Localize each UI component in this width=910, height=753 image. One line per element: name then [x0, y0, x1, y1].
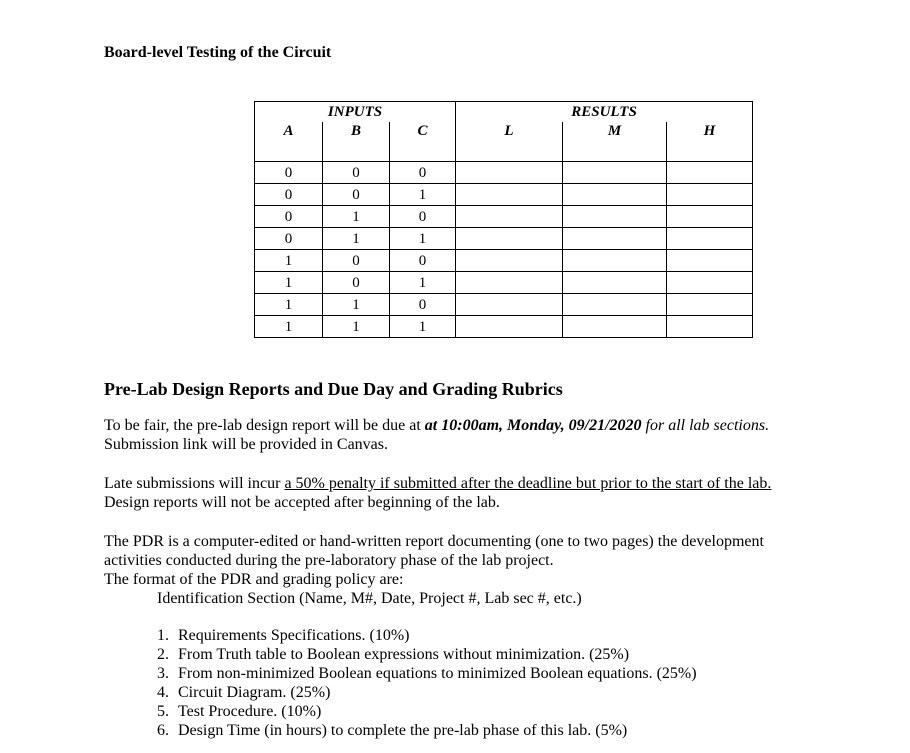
- late-penalty-text: a 50% penalty if submitted after the deadline but prior to the start of the lab.: [284, 475, 772, 492]
- column-header-row: [255, 122, 753, 162]
- pdr-description-paragraph: [104, 532, 804, 589]
- table-cell: 0: [390, 250, 456, 272]
- table-cell: 0: [255, 206, 323, 228]
- table-cell: [563, 184, 667, 206]
- list-item-number: 3.: [157, 665, 169, 682]
- truth-table: [254, 101, 753, 338]
- due-lead-text: To be fair, the pre-lab design report will be due at: [104, 417, 425, 434]
- table-cell: [456, 162, 563, 184]
- list-item: [157, 683, 697, 702]
- table-cell: 1: [390, 184, 456, 206]
- table-cell: [667, 184, 753, 206]
- column-header-c: C: [390, 122, 456, 162]
- table-cell: 1: [323, 228, 390, 250]
- list-item-number: 2.: [157, 646, 169, 663]
- table-cell: [563, 250, 667, 272]
- due-date-text: at 10:00am, Monday, 09/21/2020: [424, 417, 642, 434]
- table-cell: [667, 272, 753, 294]
- list-item-number: 6.: [157, 722, 169, 739]
- table-cell: 0: [323, 184, 390, 206]
- column-header-a: A: [255, 122, 323, 162]
- pdr-description-line-2: activities conducted during the pre-laboratory phase of the lab project.: [104, 552, 554, 569]
- list-item-text: Test Procedure. (10%): [178, 703, 322, 720]
- table-cell: [667, 206, 753, 228]
- list-item-text: From non-minimized Boolean equations to minimized Boolean equations. (25%): [178, 665, 697, 682]
- table-cell: 0: [390, 206, 456, 228]
- pdr-description-line-1: The PDR is a computer-edited or hand-written report documenting (one to two pages) the development: [104, 533, 764, 550]
- table-cell: 0: [390, 162, 456, 184]
- pdr-description-line-3: The format of the PDR and grading policy are:: [104, 571, 404, 588]
- table-cell: 1: [255, 316, 323, 338]
- table-cell: [667, 316, 753, 338]
- table-cell: [456, 184, 563, 206]
- list-item: [157, 702, 697, 721]
- grading-rubric-list: [157, 626, 697, 740]
- late-not-accepted-text: Design reports will not be accepted after beginning of the lab.: [104, 494, 500, 511]
- table-cell: 1: [390, 316, 456, 338]
- table-cell: [667, 228, 753, 250]
- table-cell: 1: [255, 294, 323, 316]
- table-row: [255, 206, 753, 228]
- results-group-header: RESULTS: [456, 102, 753, 123]
- list-item: [157, 645, 697, 664]
- due-date-paragraph: [104, 416, 804, 454]
- table-cell: 0: [255, 228, 323, 250]
- table-cell: 1: [255, 272, 323, 294]
- late-policy-paragraph: [104, 474, 804, 512]
- list-item-text: Requirements Specifications. (10%): [178, 627, 410, 644]
- table-cell: 0: [323, 162, 390, 184]
- late-lead-text: Late submissions will incur: [104, 475, 285, 492]
- column-header-b: B: [323, 122, 390, 162]
- table-cell: [667, 162, 753, 184]
- table-cell: [667, 294, 753, 316]
- list-item: [157, 664, 697, 683]
- column-header-m: M: [563, 122, 667, 162]
- board-test-title: Board-level Testing of the Circuit: [104, 44, 332, 61]
- table-cell: 1: [323, 206, 390, 228]
- group-header-row: [255, 102, 753, 123]
- table-cell: [563, 162, 667, 184]
- table-cell: 0: [390, 294, 456, 316]
- table-cell: [563, 316, 667, 338]
- table-row: [255, 162, 753, 184]
- table-cell: 0: [323, 272, 390, 294]
- table-cell: 1: [323, 294, 390, 316]
- table-cell: 1: [390, 272, 456, 294]
- table-row: [255, 272, 753, 294]
- identification-section-line: Identification Section (Name, M#, Date, Project #, Lab sec #, etc.): [157, 590, 582, 607]
- table-cell: [667, 250, 753, 272]
- list-item: [157, 721, 697, 740]
- due-scope-text: for all lab sections.: [641, 417, 770, 434]
- table-cell: [456, 250, 563, 272]
- table-cell: [456, 272, 563, 294]
- table-cell: 0: [323, 250, 390, 272]
- list-item-number: 5.: [157, 703, 169, 720]
- table-cell: [456, 294, 563, 316]
- list-item-text: From Truth table to Boolean expressions without minimization. (25%): [178, 646, 630, 663]
- table-cell: [563, 206, 667, 228]
- table-cell: 1: [390, 228, 456, 250]
- submission-link-text: Submission link will be provided in Canvas.: [104, 436, 388, 453]
- table-row: [255, 294, 753, 316]
- table-row: [255, 184, 753, 206]
- table-cell: [563, 272, 667, 294]
- list-item-number: 1.: [157, 627, 169, 644]
- table-cell: 0: [255, 184, 323, 206]
- table-cell: 1: [255, 250, 323, 272]
- table-cell: [456, 316, 563, 338]
- table-cell: 1: [323, 316, 390, 338]
- list-item-text: Circuit Diagram. (25%): [178, 684, 331, 701]
- table-cell: [456, 228, 563, 250]
- table-cell: [563, 294, 667, 316]
- column-header-l: L: [456, 122, 563, 162]
- table-row: [255, 316, 753, 338]
- list-item-number: 4.: [157, 684, 169, 701]
- pdr-section-title: Pre-Lab Design Reports and Due Day and Grading Rubrics: [104, 379, 563, 399]
- table-row: [255, 228, 753, 250]
- list-item: [157, 626, 697, 645]
- table-cell: [563, 228, 667, 250]
- inputs-group-header: INPUTS: [255, 102, 456, 123]
- table-cell: 0: [255, 162, 323, 184]
- column-header-h: H: [667, 122, 753, 162]
- table-cell: [456, 206, 563, 228]
- list-item-text: Design Time (in hours) to complete the pre-lab phase of this lab. (5%): [178, 722, 628, 739]
- table-row: [255, 250, 753, 272]
